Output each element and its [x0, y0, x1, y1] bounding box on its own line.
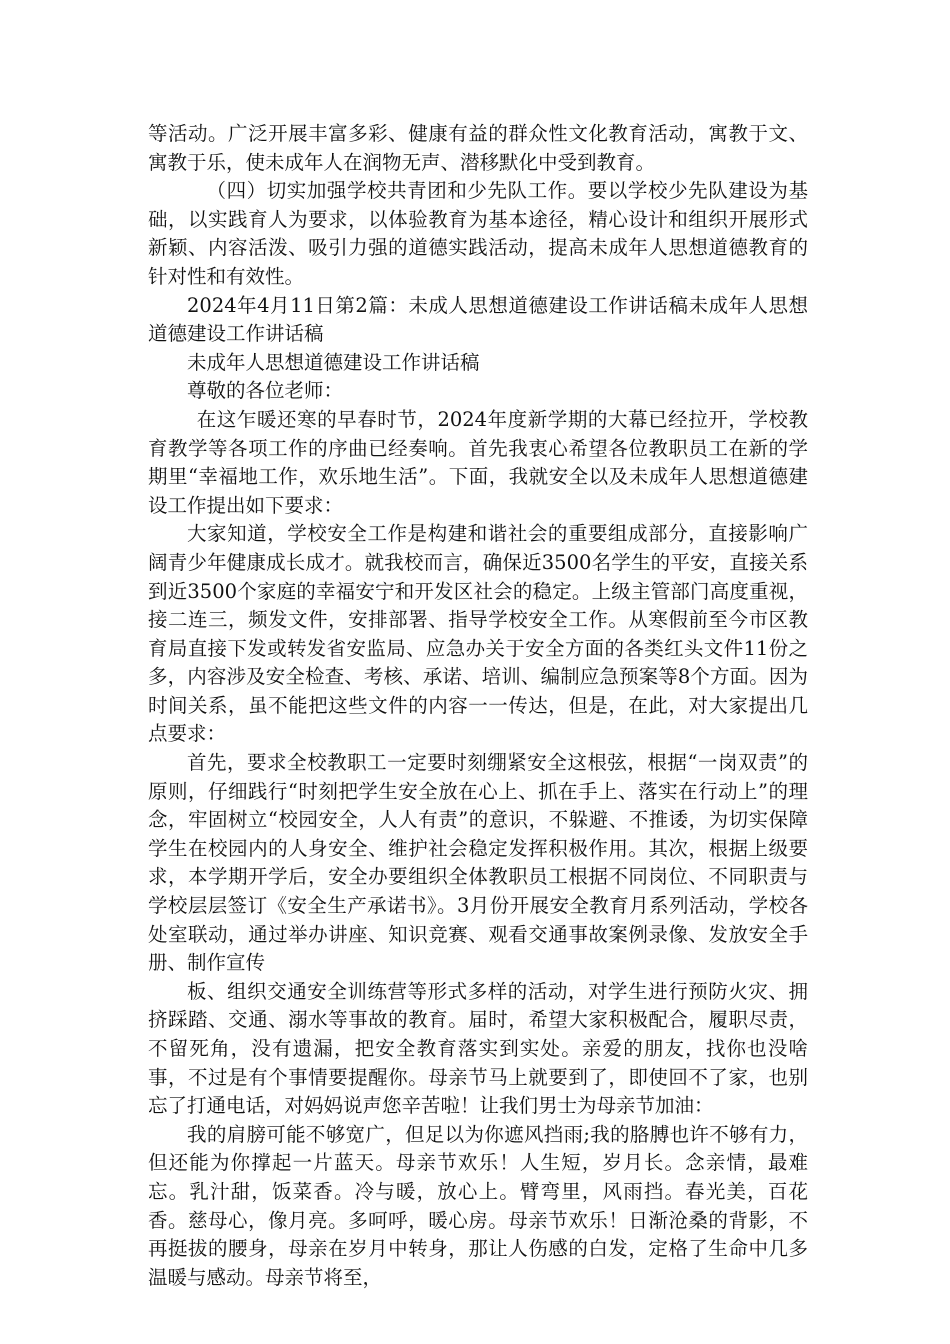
paragraph-requirements: 首先，要求全校教职工一定要时刻绷紧安全这根弦，根据“一岗双责”的原则，仔细践行“时刻把学生安全放在心上、抓在手上、落实在行动上”的理念，牢固树立“校园安全，人人有责”的意识，不躲避、不推诿，为切实保障学生在校园内的人身安全、维护社会稳定发挥积极作用。其次，根据上级要求，本学期开学后，安全办要组织全体教职员工根据不同岗位、不同职责与学校层层签订《安全生产承诺书》。3月份开展安全教育月系列活动，学校各处室联动，通过举办讲座、知识竞赛、观看交通事故案例录像、发放安全手册、制作宣传: [148, 751, 808, 975]
paragraph-opening: 在这乍暖还寒的早春时节，2024年度新学期的大幕已经拉开，学校教育教学等各项工作的序曲已经奏响。首先我衷心希望各位教职员工在新的学期里“幸福地工作，欢乐地生活”。下面，我就安全以及未成年人思想道德建设工作提出如下要求：: [148, 407, 808, 517]
paragraph-article-heading: 2024年4月11日第2篇：未成人思想道德建设工作讲话稿未成年人思想道德建设工作讲话稿: [148, 293, 808, 346]
paragraph-mothers-day-wishes: 我的肩膀可能不够宽广，但足以为你遮风挡雨;我的胳膊也许不够有力，但还能为你撑起一片蓝天。母亲节欢乐！人生短，岁月长。念亲情，最难忘。乳汁甜，饭菜香。冷与暖，放心上。臂弯里，风雨挡。春光美，百花香。慈母心，像月亮。多呵呼，暖心房。母亲节欢乐！日渐沧桑的背影，不再挺拔的腰身，母亲在岁月中转身，那让人伤感的白发，定格了生命中几多温暖与感动。母亲节将至，: [148, 1122, 808, 1289]
document-body: [148, 120, 808, 1292]
paragraph-salutation: 尊敬的各位老师：: [187, 379, 344, 403]
paragraph-safety-overview: 大家知道，学校安全工作是构建和谐社会的重要组成部分，直接影响广阔青少年健康成长成才。就我校而言，确保近3500名学生的平安，直接关系到近3500个家庭的幸福安宁和开发区社会的稳定。上级主管部门高度重视，接二连三，频发文件，安排部署、指导学校安全工作。从寒假前至今市区教育局直接下发或转发省安监局、应急办关于安全方面的各类红头文件11份之多，内容涉及安全检查、考核、承诺、培训、编制应急预案等8个方面。因为时间关系，虽不能把这些文件的内容一一传达，但是，在此，对大家提出几点要求：: [148, 522, 808, 746]
paragraph-activities-mothers-day: 板、组织交通安全训练营等形式多样的活动，对学生进行预防火灾、拥挤踩踏、交通、溺水等事故的教育。届时，希望大家积极配合，履职尽责，不留死角，没有遗漏，把安全教育落实到实处。亲爱的朋友，找你也没啥事，不过是有个事情要提醒你。母亲节马上就要到了，即使回不了家，也别忘了打通电话，对妈妈说声您辛苦啦！让我们男士为母亲节加油：: [148, 979, 808, 1118]
paragraph-activities: 等活动。广泛开展丰富多彩、健康有益的群众性文化教育活动，寓教于文、寓教于乐，使未成年人在润物无声、潜移默化中受到教育。: [148, 122, 808, 174]
paragraph-speech-title: 未成年人思想道德建设工作讲话稿: [187, 350, 480, 374]
paragraph-youth-league: （四）切实加强学校共青团和少先队工作。要以学校少先队建设为基础，以实践育人为要求，以体验教育为基本途径，精心设计和组织开展形式新颖、内容活泼、吸引力强的道德实践活动，提高未成年人思想道德教育的针对性和有效性。: [148, 179, 808, 288]
